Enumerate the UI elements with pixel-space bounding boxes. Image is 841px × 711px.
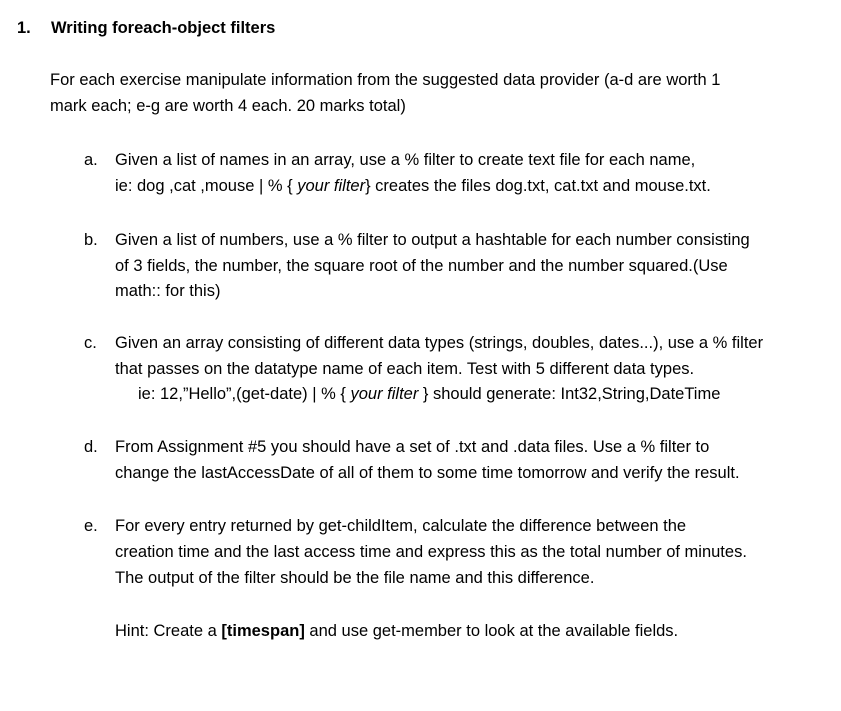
item-c-marker: c. <box>84 334 97 352</box>
item-a-line-2-post: } creates the files dog.txt, cat.txt and mouse.txt. <box>365 177 711 195</box>
item-b-line-3: math:: for this) <box>115 282 221 300</box>
item-e-marker: e. <box>84 517 98 535</box>
item-e-line-1: For every entry returned by get-childItem, calculate the difference between the <box>115 517 687 535</box>
hint-timespan: [timespan] <box>221 622 305 640</box>
hint-post: and use get-member to look at the available fields. <box>304 622 679 640</box>
item-b-line-2: of 3 fields, the number, the square root of the number and the number squared.(Use <box>115 257 728 275</box>
item-b-marker: b. <box>84 231 98 249</box>
section-number: 1. <box>17 19 31 37</box>
item-c-line-3-pre: ie: 12,”Hello”,(get-date) | % { <box>138 385 351 403</box>
item-d-marker: d. <box>84 438 98 456</box>
item-d-line-2: change the lastAccessDate of all of them to some time tomorrow and verify the result. <box>115 464 740 482</box>
intro-line-1: For each exercise manipulate information from the suggested data provider (a-d are worth 1 <box>50 71 721 89</box>
item-c-line-3 <box>138 384 720 404</box>
hint-line <box>115 621 678 641</box>
item-a-marker: a. <box>84 151 98 169</box>
item-b-line-1: Given a list of numbers, use a % filter to output a hashtable for each number consisting <box>115 231 750 249</box>
item-c-filter-placeholder: your filter <box>350 385 419 403</box>
hint-pre: Hint: Create a <box>115 622 222 640</box>
item-a-line-1: Given a list of names in an array, use a % filter to create text file for each name, <box>115 151 696 169</box>
item-d-line-1: From Assignment #5 you should have a set of .txt and .data files. Use a % filter to <box>115 438 710 456</box>
item-c-line-2: that passes on the datatype name of each item. Test with 5 different data types. <box>115 360 695 378</box>
item-c-line-3-post: } should generate: Int32,String,DateTime <box>418 385 721 403</box>
section-title: Writing foreach-object filters <box>51 19 276 37</box>
item-c-line-1: Given an array consisting of different data types (strings, doubles, dates...), use a % filter <box>115 334 764 352</box>
item-e-line-2: creation time and the last access time and express this as the total number of minutes. <box>115 543 747 561</box>
item-e-line-3: The output of the filter should be the file name and this difference. <box>115 569 595 587</box>
item-a-line-2-pre: ie: dog ,cat ,mouse | % { <box>115 177 298 195</box>
item-a-filter-placeholder: your filter <box>297 177 366 195</box>
intro-line-2: mark each; e-g are worth 4 each. 20 marks total) <box>50 97 406 115</box>
item-a-line-2 <box>115 176 711 196</box>
